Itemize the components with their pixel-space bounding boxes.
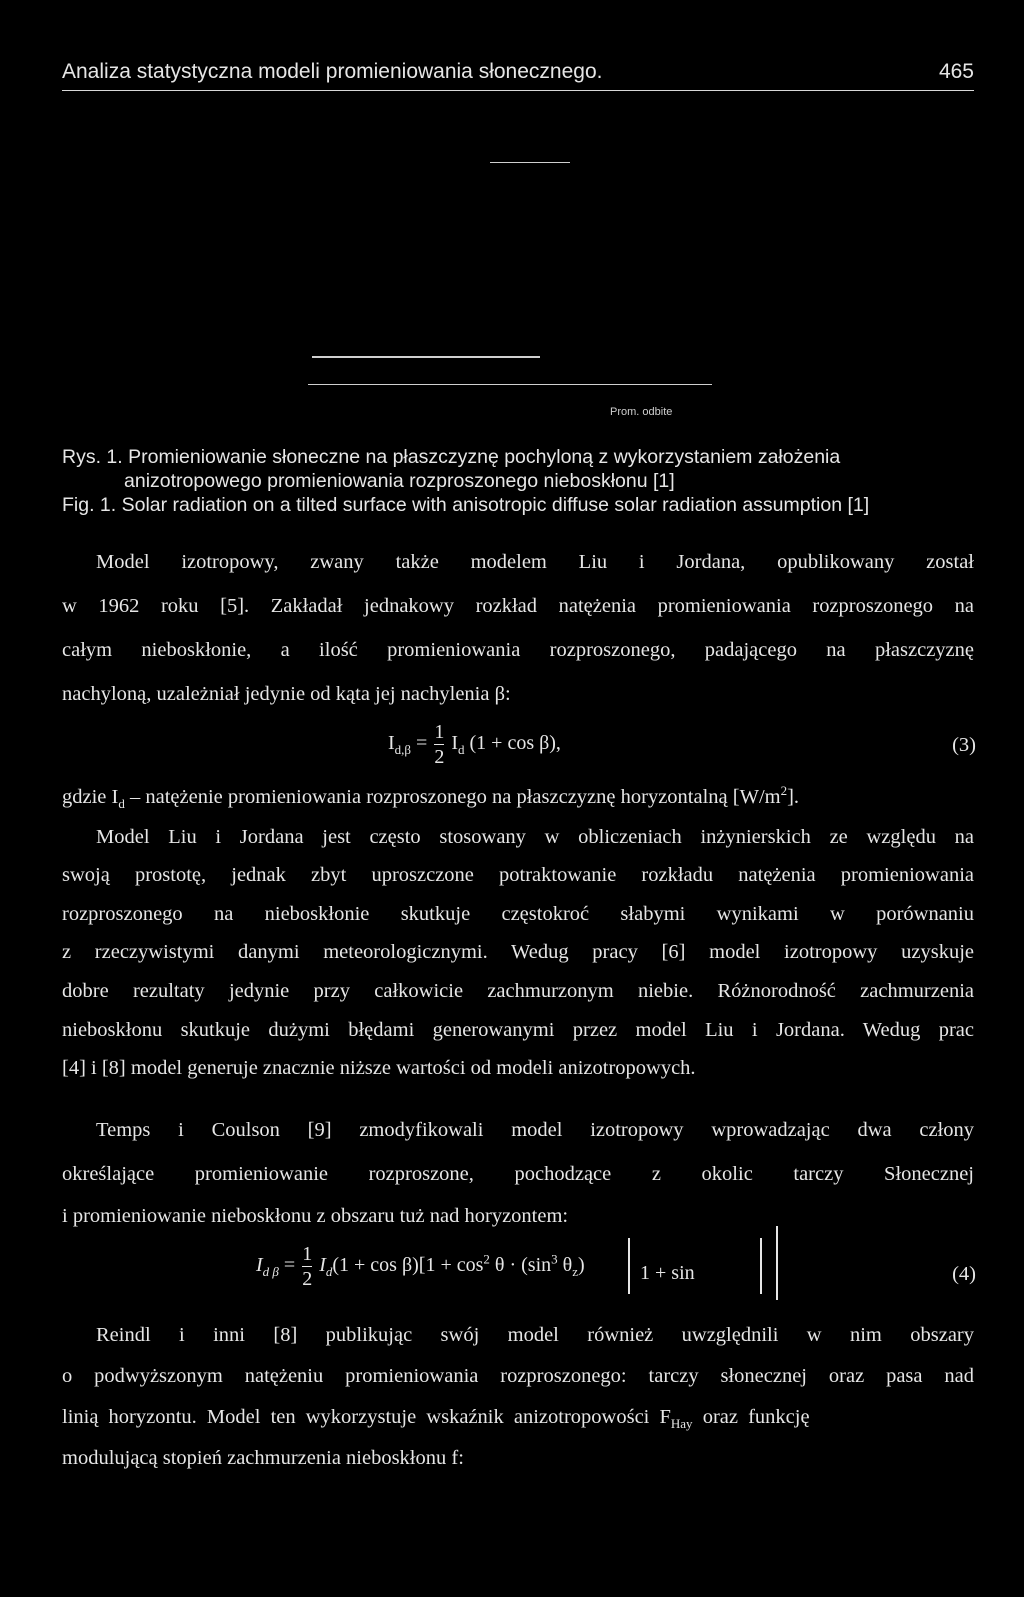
equation-3 xyxy=(388,722,561,767)
paragraph-line: [4] i [8] model generuje znacznie niższe wartości od modeli anizotropowych. xyxy=(62,1057,696,1079)
header-title: Analiza statystyczna modeli promieniowania słonecznego. xyxy=(62,60,603,83)
paragraph-line: w 1962 roku [5]. Zakładał jednakowy rozkład natężenia promieniowania rozproszonego na xyxy=(62,595,974,617)
eq4-fraction xyxy=(302,1244,312,1289)
figure-line xyxy=(312,356,540,358)
caption-pl-line2: anizotropowego promieniowania rozproszonego nieboskłonu [1] xyxy=(124,470,675,492)
eq4-part2: θ · (sin xyxy=(489,1254,552,1277)
paragraph-line: o podwyższonym natężeniu promieniowania rozproszonego: tarczy słonecznej oraz pasa nad xyxy=(62,1365,974,1387)
figure-line xyxy=(308,384,712,385)
def-prefix: gdzie I xyxy=(62,785,119,808)
eq4-sub-z: z xyxy=(572,1264,579,1280)
paragraph-line: Model Liu i Jordana jest często stosowany w obliczeniach inżynierskich ze względu na xyxy=(96,826,974,848)
caption-en-line1: Fig. 1. Solar radiation on a tilted surface with anisotropic diffuse solar radiation assumption [1] xyxy=(62,494,870,516)
eq4-part3: θ xyxy=(557,1254,573,1277)
eq3-frac-num: 1 xyxy=(434,721,445,743)
eq4-equals: = xyxy=(283,1254,296,1277)
paragraph-line: i promieniowanie nieboskłonu z obszaru tuż nad horyzontem: xyxy=(62,1205,569,1227)
eq4-frac-den: 2 xyxy=(302,1268,313,1290)
paragraph-line-3 xyxy=(62,1406,974,1432)
paragraph-line: rozproszonego na nieboskłonie skutkuje częstokroć słabymi wynikami w porównaniu xyxy=(62,903,974,925)
eq4-vertical-bar xyxy=(628,1238,630,1294)
paragraph-line: całym nieboskłonie, a ilość promieniowania rozproszonego, padającego na płaszczyznę xyxy=(62,639,974,661)
paragraph-line: nieboskłonu skutkuje dużymi błędami generowanymi przez model Liu i Jordana. Wedug prac xyxy=(62,1019,974,1041)
def-text: – natężenie promieniowania rozproszonego na płaszczyznę horyzontalną [W/m xyxy=(124,785,781,808)
equation-4 xyxy=(256,1244,585,1289)
def-sub: d xyxy=(118,795,125,811)
eq3-equals: = xyxy=(416,732,428,755)
eq4-vertical-bar xyxy=(760,1238,762,1294)
eq4-rhs-i: I xyxy=(319,1254,326,1277)
eq4-frac-num: 1 xyxy=(302,1243,313,1265)
eq4-lhs: I xyxy=(256,1254,263,1277)
paragraph-line: dobre rezultaty jedynie przy całkowicie zachmurzonym niebie. Różnorodność zachmurzenia xyxy=(62,980,974,1002)
eq4-part1: (1 + cos β)[1 + cos xyxy=(332,1254,484,1277)
paragraph-line: modulującą stopień zachmurzenia nieboskłonu f: xyxy=(62,1447,464,1469)
running-header xyxy=(62,58,974,91)
paragraph-line: Model izotropowy, zwany także modelem Liu i Jordana, opublikowany został xyxy=(96,551,974,573)
paragraph-line: określające promieniowanie rozproszone, pochodzące z okolic tarczy Słonecznej xyxy=(62,1163,974,1185)
eq4-part4: ) xyxy=(578,1254,585,1277)
equation-4-number: (4) xyxy=(952,1263,976,1285)
eq3-lhs: I xyxy=(388,732,395,755)
eq3-fraction xyxy=(434,722,444,767)
paragraph-line: nachyloną, uzależniał jedynie od kąta jej nachylenia β: xyxy=(62,683,511,705)
paragraph-line-3-suffix: oraz funkcję xyxy=(692,1406,810,1428)
eq4-vertical-bar xyxy=(776,1226,778,1300)
caption-pl-line1: Rys. 1. Promieniowanie słoneczne na płaszczyznę pochyloną z wykorzystaniem założenia xyxy=(62,446,841,468)
def-suffix: ]. xyxy=(787,785,800,808)
eq3-lhs-sub: d,β xyxy=(394,742,412,758)
paragraph-line-3-text: linią horyzontu. Model ten wykorzystuje wskaźnik anizotropowości F xyxy=(62,1406,671,1428)
eq4-lhs-sub: d β xyxy=(262,1264,279,1280)
figure-label: Prom. odbite xyxy=(610,406,673,418)
eq3-rhs-sub: d xyxy=(458,742,465,758)
def-sup: 2 xyxy=(780,783,788,798)
equation-3-number: (3) xyxy=(952,734,976,756)
eq3-frac-den: 2 xyxy=(434,746,445,768)
paragraph-line: z rzeczywistymi danymi meteorologicznymi. Wedug pracy [6] model izotropowy uzyskuje xyxy=(62,941,974,963)
paragraph-line: Reindl i inni [8] publikując swój model również uwzględnili w nim obszary xyxy=(96,1324,974,1346)
eq3-rhs-paren: (1 + cos β), xyxy=(469,732,561,755)
figure-line xyxy=(490,162,570,163)
f-hay-sub: Hay xyxy=(670,1416,693,1432)
eq3-rhs-i: I xyxy=(451,732,458,755)
page-number: 465 xyxy=(938,60,974,83)
equation-3-definition xyxy=(62,783,974,812)
paragraph-line: swoją prostotę, jednak zbyt uproszczone potraktowanie rozkładu natężenia promieniowania xyxy=(62,864,974,886)
eq4-part5: 1 + sin xyxy=(640,1262,695,1284)
eq4-sup3: 3 xyxy=(551,1251,558,1267)
eq4-rhs-sub: d xyxy=(325,1264,333,1280)
eq4-sup2: 2 xyxy=(483,1251,490,1267)
paragraph-line: Temps i Coulson [9] zmodyfikowali model izotropowy wprowadzając dwa człony xyxy=(96,1119,974,1141)
